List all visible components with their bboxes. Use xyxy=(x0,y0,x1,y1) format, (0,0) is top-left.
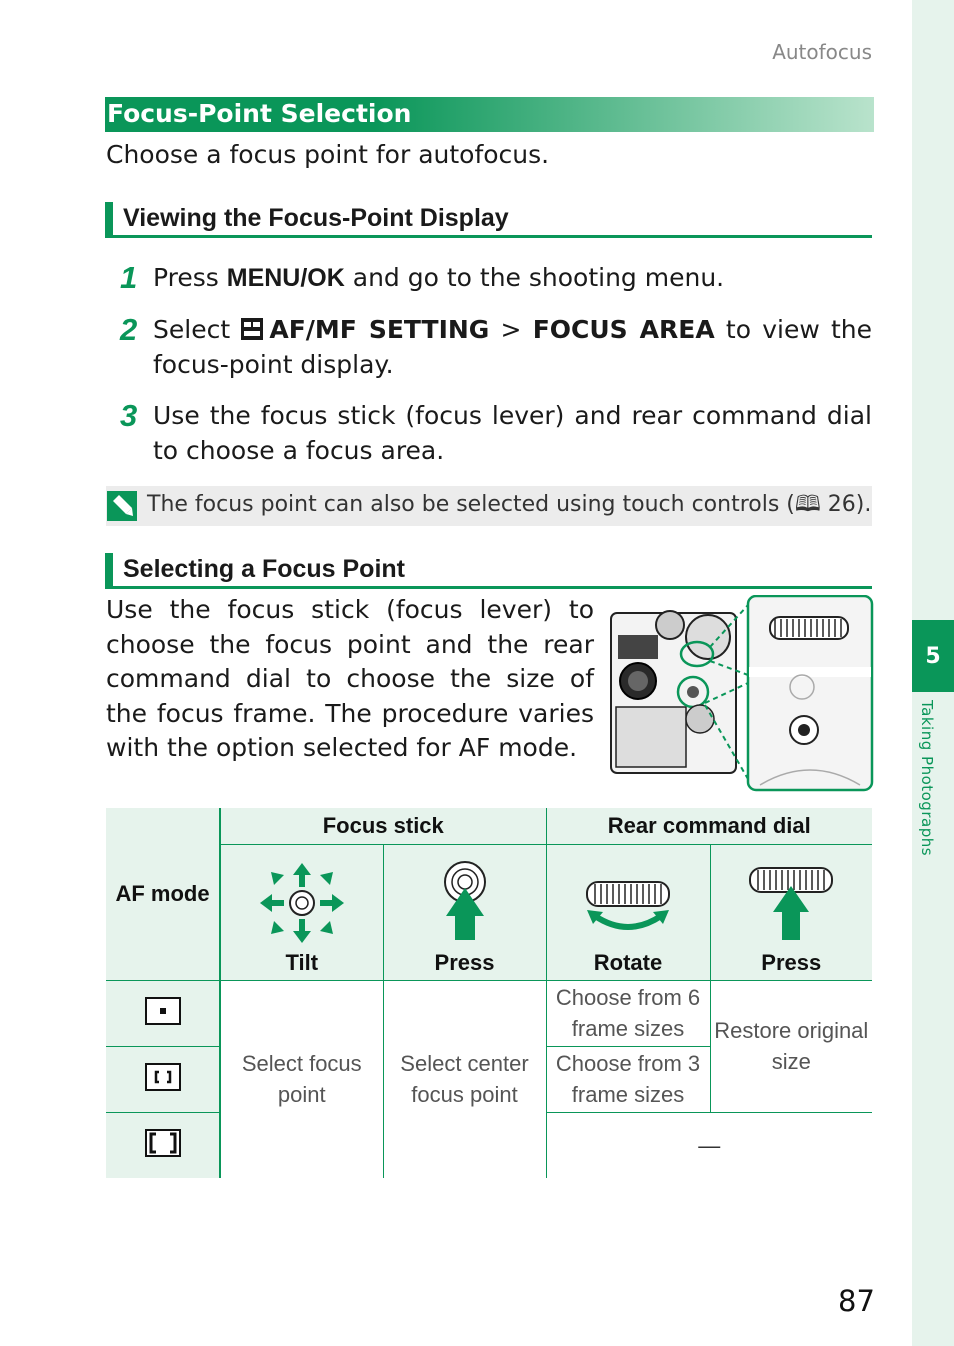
section-title: Focus-Point Selection xyxy=(105,97,874,132)
intro-text: Choose a focus point for autofocus. xyxy=(106,140,550,169)
press-dial-label: Press xyxy=(761,949,822,975)
chapter-label: Taking Photographs xyxy=(918,700,936,857)
cell-dash: — xyxy=(698,1132,721,1158)
header-rear-dial: Rear command dial xyxy=(546,808,872,844)
step-number: 2 xyxy=(120,312,138,347)
af-mode-single-point-icon xyxy=(106,980,220,1046)
focus-stick-tilt-icon xyxy=(257,860,347,946)
af-mode-wide-icon xyxy=(106,1112,220,1178)
header-press-dial xyxy=(710,844,872,980)
step-text: Select AF/MF SETTING > FOCUS AREA to view the focus-point display. xyxy=(153,315,873,379)
camera-illustration xyxy=(610,595,874,793)
step-1 xyxy=(120,260,872,296)
note-pencil-icon xyxy=(107,491,137,521)
af-mf-menu-icon xyxy=(241,318,263,340)
af-mode-table xyxy=(106,808,872,1178)
subheading-viewing: Viewing the Focus-Point Display xyxy=(105,202,872,238)
subheading-selecting: Selecting a Focus Point xyxy=(105,553,872,589)
cell-select-focus-point: Select focus point xyxy=(220,980,383,1178)
menu-ok-key: MENU/OK xyxy=(226,264,345,292)
header-tilt xyxy=(220,844,383,980)
cell-restore: Restore original size xyxy=(710,980,872,1112)
note-text: The focus point can also be selected using touch controls (🕮 26). xyxy=(147,492,872,517)
step-number: 1 xyxy=(120,260,138,295)
cell-choose-6: Choose from 6 frame sizes xyxy=(546,980,710,1046)
chapter-tab[interactable]: 5 xyxy=(912,620,954,692)
cell-choose-3: Choose from 3 frame sizes xyxy=(546,1046,710,1112)
single-point-icon xyxy=(145,997,181,1025)
wide-tracking-icon xyxy=(145,1129,181,1157)
step-text: Use the focus stick (focus lever) and rear command dial to choose a focus area. xyxy=(153,401,872,465)
page-number: 87 xyxy=(838,1284,875,1318)
dial-rotate-icon xyxy=(583,860,673,946)
focus-stick-press-icon xyxy=(440,860,490,946)
step-3 xyxy=(120,398,872,468)
dial-press-icon xyxy=(746,860,836,946)
cell-select-center: Select center focus point xyxy=(383,980,546,1178)
af-mode-zone-icon xyxy=(106,1046,220,1112)
tilt-label: Tilt xyxy=(285,949,319,975)
rotate-label: Rotate xyxy=(593,949,663,975)
press-label: Press xyxy=(434,949,495,975)
header-af-mode: AF mode xyxy=(106,808,220,980)
body-paragraph: Use the focus stick (focus lever) to choose the focus point and the rear command dial to choose the size of the focus frame. The procedure varies with the option selected for AF mode. xyxy=(106,595,594,762)
step-2 xyxy=(120,312,872,382)
running-head: Autofocus xyxy=(772,40,872,64)
header-focus-stick: Focus stick xyxy=(220,808,546,844)
header-press xyxy=(383,844,546,980)
zone-icon xyxy=(145,1063,181,1091)
step-number: 3 xyxy=(120,398,138,433)
step-text: Press MENU/OK and go to the shooting menu. xyxy=(153,263,725,292)
header-rotate xyxy=(546,844,710,980)
note-box xyxy=(106,486,872,526)
